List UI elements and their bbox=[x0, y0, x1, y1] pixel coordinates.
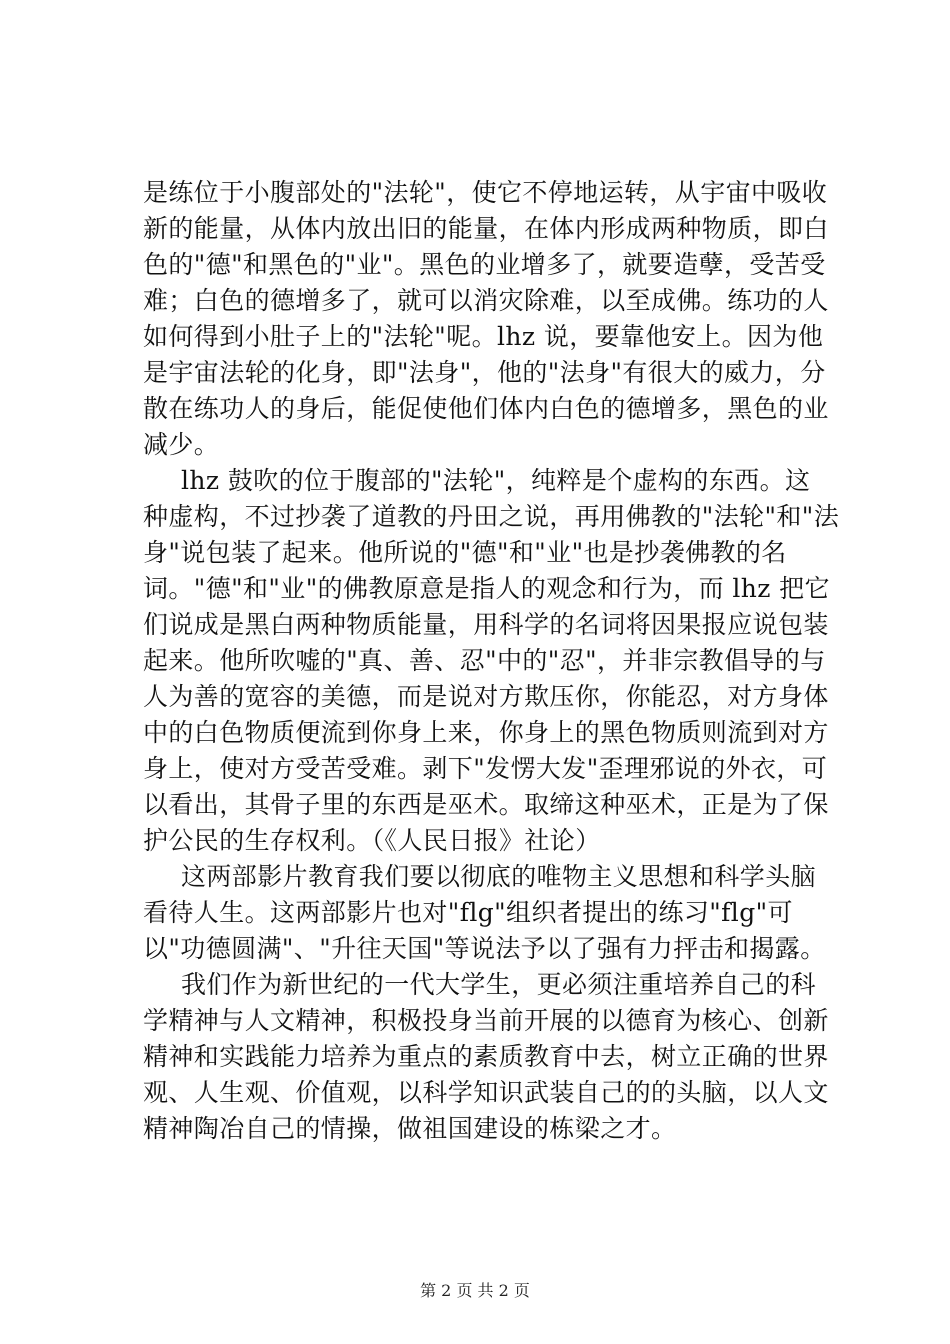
paragraph-line: 我们作为新世纪的一代大学生，更必须注重培养自己的科 bbox=[181, 970, 817, 999]
paragraph-line: 这两部影片教育我们要以彻底的唯物主义思想和科学头脑 bbox=[181, 862, 817, 891]
paragraph-line: lhz 鼓吹的位于腹部的"法轮"，纯粹是个虚构的东西。这 bbox=[181, 466, 811, 495]
paragraph-line: 散在练功人的身后，能促使他们体内白色的德增多，黑色的业 bbox=[143, 394, 829, 423]
paragraph-line: 是练位于小腹部处的"法轮"，使它不停地运转，从宇宙中吸收 bbox=[143, 178, 828, 207]
paragraph-line: 中的白色物质便流到你身上来，你身上的黑色物质则流到对方 bbox=[143, 718, 829, 747]
paragraph-line: 种虚构，不过抄袭了道教的丹田之说，再用佛教的"法轮"和"法 bbox=[143, 502, 840, 531]
paragraph-line: 减少。 bbox=[143, 430, 220, 459]
paragraph-line: 观、人生观、价值观，以科学知识武装自己的的头脑，以人文 bbox=[143, 1078, 829, 1107]
page-footer: 第 2 页 共 2 页 bbox=[420, 1281, 530, 1300]
paragraph-line: 词。"德"和"业"的佛教原意是指人的观念和行为，而 lhz 把它 bbox=[143, 574, 830, 603]
paragraph-line: 是宇宙法轮的化身，即"法身"，他的"法身"有很大的威力，分 bbox=[143, 358, 826, 387]
paragraph-line: 身上，使对方受苦受难。剥下"发愣大发"歪理邪说的外衣，可 bbox=[143, 754, 828, 783]
paragraph-line: 精神和实践能力培养为重点的素质教育中去，树立正确的世界 bbox=[143, 1042, 829, 1071]
paragraph-line: 看待人生。这两部影片也对"flg"组织者提出的练习"flg"可 bbox=[143, 898, 793, 927]
paragraph-line: 们说成是黑白两种物质能量，用科学的名词将因果报应说包装 bbox=[143, 610, 829, 639]
paragraph-line: 起来。他所吹嘘的"真、善、忍"中的"忍"，并非宗教倡导的与 bbox=[143, 646, 826, 675]
paragraph-line: 新的能量，从体内放出旧的能量，在体内形成两种物质，即白 bbox=[143, 214, 829, 243]
paragraph-line: 难；白色的德增多了，就可以消灾除难，以至成佛。练功的人 bbox=[143, 286, 829, 315]
paragraph-line: 精神陶冶自己的情操，做祖国建设的栋梁之才。 bbox=[143, 1114, 677, 1143]
paragraph-line: 如何得到小肚子上的"法轮"呢。lhz 说，要靠他安上。因为他 bbox=[143, 322, 824, 351]
paragraph-line: 色的"德"和黑色的"业"。黑色的业增多了，就要造孽，受苦受 bbox=[143, 250, 826, 279]
paragraph-line: 人为善的宽容的美德，而是说对方欺压你，你能忍，对方身体 bbox=[143, 682, 829, 711]
paragraph-line: 以看出，其骨子里的东西是巫术。取缔这种巫术，正是为了保 bbox=[143, 790, 829, 819]
paragraph-line: 学精神与人文精神，积极投身当前开展的以德育为核心、创新 bbox=[143, 1006, 829, 1035]
paragraph-line: 身"说包装了起来。他所说的"德"和"业"也是抄袭佛教的名 bbox=[143, 538, 787, 567]
paragraph-line: 护公民的生存权利。（《人民日报》社论） bbox=[143, 826, 601, 855]
paragraph-line: 以"功德圆满"、"升往天国"等说法予以了强有力抨击和揭露。 bbox=[143, 934, 826, 963]
